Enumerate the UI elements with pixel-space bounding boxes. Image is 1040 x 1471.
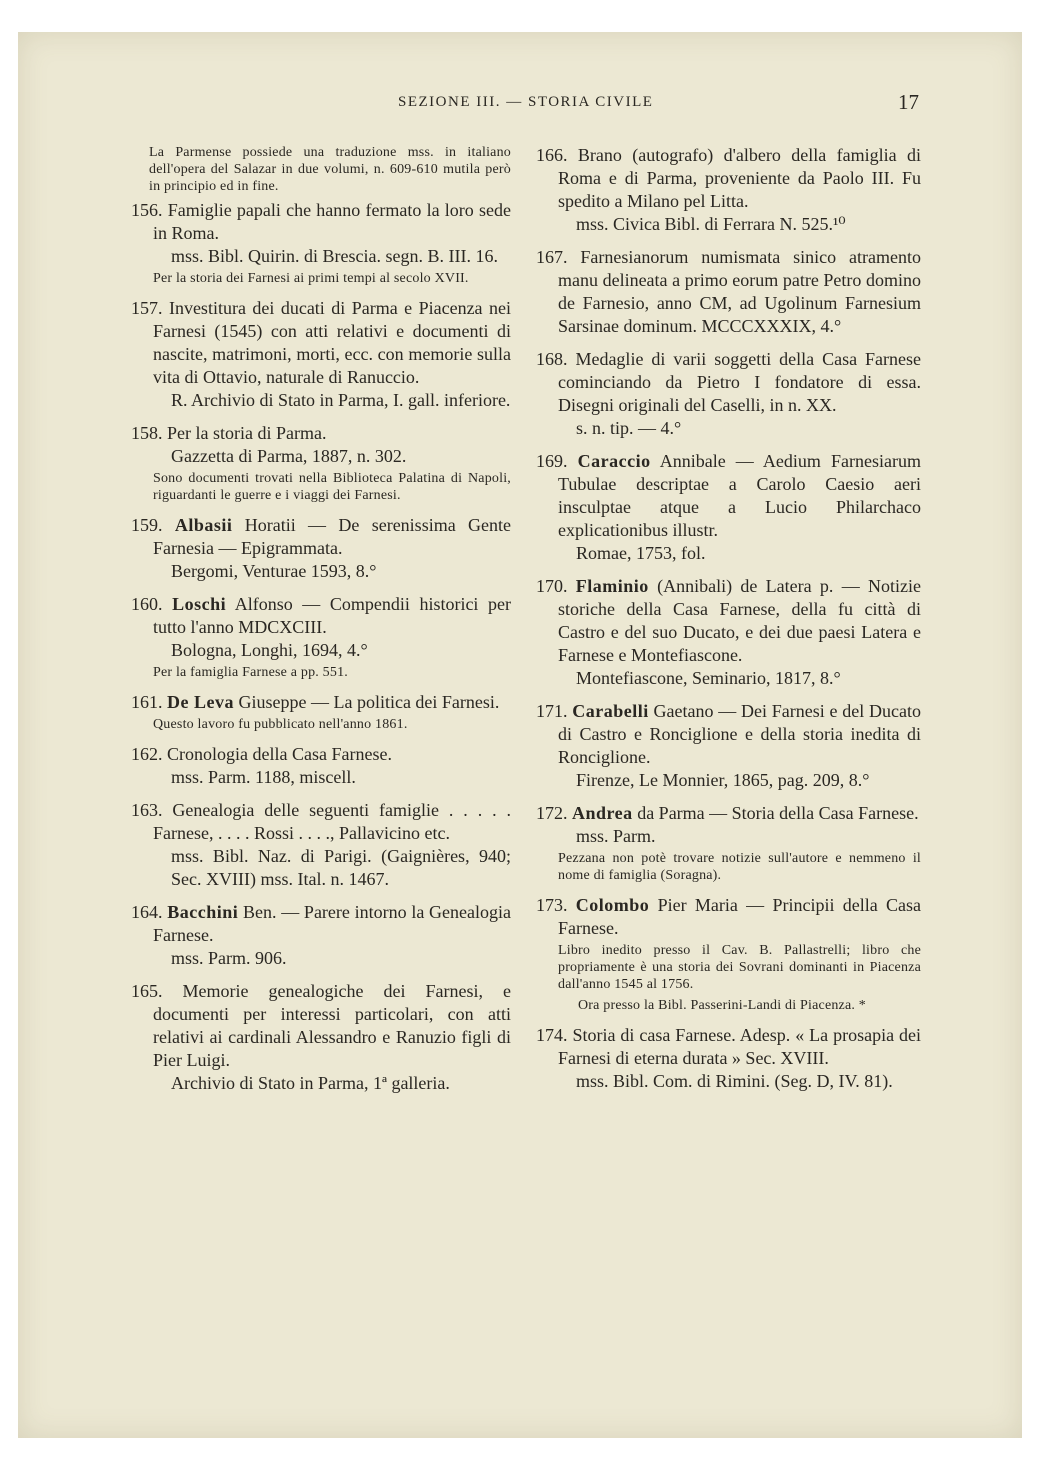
entry-title-line [536,575,921,667]
entry-title-line [536,348,921,417]
entry-text: Farnesianorum numismata sinico atramento manu delineata a primo eorum patre Petro domino de Farnesio, anno CM, ad Ugolinum Farnesium Sarsinae dominum. MCCCXXXIX, 4.° [558,247,922,336]
entry-number: 168. [536,349,568,369]
entry-source: Firenze, Le Monnier, 1865, pag. 209, 8.° [576,770,870,790]
entry-author: Colombo [575,895,650,915]
entry-author: Albasii [174,515,233,535]
catalog-entry [131,422,511,504]
entry-author: Flaminio [575,576,649,596]
entry-source: R. Archivio di Stato in Parma, I. gall. inferiore. [171,390,511,410]
entry-number: 169. [536,451,568,471]
catalog-entry [536,348,921,440]
catalog-entry [536,1024,921,1093]
catalog-entry [131,901,511,970]
entry-source: mss. Civica Bibl. di Ferrara N. 525.¹⁰ [576,214,846,234]
catalog-entry [131,199,511,287]
catalog-entry [131,743,511,789]
entry-text: Medaglie di varii soggetti della Casa Farnese cominciando da Pietro I fondatore di essa. Disegni originali del Caselli, in n. XX. [558,349,922,415]
entry-number: 174. [536,1025,568,1045]
entry-number: 167. [536,247,568,267]
entry-source: Romae, 1753, fol. [576,543,706,563]
entry-number: 164. [131,902,163,922]
entry-title-line [536,894,921,940]
entry-number: 170. [536,576,568,596]
entry-source: Montefiascone, Seminario, 1817, 8.° [576,668,841,688]
entry-source: Bologna, Longhi, 1694, 4.° [171,640,368,660]
entry-title-line [131,422,511,445]
entry-number: 171. [536,701,568,721]
catalog-entry [131,593,511,681]
entry-text: Giuseppe — La politica dei Farnesi. [238,692,500,712]
entry-text: da Parma — Storia della Casa Farnese. [637,803,919,823]
entry-source: mss. Bibl. Quirin. di Brescia. segn. B. III. 16. [171,246,498,266]
entry-source: mss. Parm. 1188, miscell. [171,767,356,787]
entry-source: mss. Bibl. Naz. di Parigi. (Gaignières, 940; Sec. XVIII) mss. Ital. n. 1467. [171,846,511,889]
entry-note: Sono documenti trovati nella Biblioteca Palatina di Napoli, riguardanti le guerre e i viaggi dei Farnesi. [153,471,511,503]
entry-title-line [536,144,921,213]
entry-title-line [131,799,511,845]
entry-source: s. n. tip. — 4.° [576,418,682,438]
entry-source: Archivio di Stato in Parma, 1ª galleria. [171,1073,450,1093]
catalog-entry [131,514,511,583]
entry-text: Memorie genealogiche dei Farnesi, e documenti per interessi particolari, con atti relativi ai cardinali Alessandro e Ranuzio figli di Pier Luigi. [153,981,512,1070]
entry-title-line [131,593,511,639]
entry-number: 173. [536,895,568,915]
catalog-entry [131,297,511,412]
entry-author: De Leva [167,692,234,712]
entry-title-line [131,901,511,947]
entry-title-line [536,450,921,542]
entry-note: Per la famiglia Farnese a pp. 551. [153,665,348,680]
entry-text: Investitura dei ducati di Parma e Piacenza nei Farnesi (1545) con atti relativi e documenti di nascite, matrimoni, morti, ecc. con memorie sulla vita di Ottavio, naturale di Ranuccio. [153,298,511,387]
entry-title-line [131,297,511,389]
entry-title-line [131,514,511,560]
entry-author: Carabelli [572,701,649,721]
entry-author: Loschi [172,594,227,614]
entry-text: Gaetano — Dei Farnesi e del Ducato di Castro e Ronciglione e della storia inedita di Ronciglione. [558,701,922,767]
entry-note: Questo lavoro fu pubblicato nell'anno 1861. [153,717,408,732]
entry-number: 162. [131,744,163,764]
entry-title-line [131,199,511,245]
entry-title-line [536,1024,921,1070]
entry-note: Libro inedito presso il Cav. B. Pallastrelli; libro che propriamente è una storia dei Sovrani dominanti in Piacenza dall'anno 1545 al 1756. [558,943,921,992]
entry-title-line [131,743,511,766]
entry-author: Andrea [572,803,633,823]
entry-source: mss. Bibl. Com. di Rimini. (Seg. D, IV. 81). [576,1071,893,1091]
entry-number: 172. [536,803,568,823]
catalog-entry [536,802,921,884]
catalog-entry [536,894,921,1014]
entry-number: 158. [131,423,163,443]
entry-title-line [131,691,511,714]
entry-source: Gazzetta di Parma, 1887, n. 302. [171,446,407,466]
entry-author: Caraccio [577,451,651,471]
entry-source: Bergomi, Venturae 1593, 8.° [171,561,377,581]
intro-note: La Parmense possiede una traduzione mss. in italiano dell'opera del Salazar in due volumi, n. 609-610 mutila però in principio ed in fine. [149,145,511,194]
entry-source: mss. Parm. [576,826,656,846]
entry-note: Per la storia dei Farnesi ai primi tempi al secolo XVII. [153,271,469,286]
entry-title-line [536,700,921,769]
entry-text: Famiglie papali che hanno fermato la loro sede in Roma. [153,200,511,243]
entry-title-line [131,980,511,1072]
catalog-entry [131,691,511,733]
page-header [18,90,1022,120]
entry-text: Horatii — De serenissima Gente Farnesia — Epigrammata. [153,515,512,558]
catalog-entry [131,799,511,891]
entry-text: Pier Maria — Principii della Casa Farnese. [558,895,922,938]
catalog-entry [536,575,921,690]
catalog-entry [536,144,921,236]
entry-text: Genealogia delle seguenti famiglie . . . . . Farnese, . . . . Rossi . . . ., Pallavicino etc. [153,800,512,843]
entry-title-line [536,802,921,825]
left-column [131,144,511,1105]
entry-title-line [536,246,921,338]
entry-number: 160. [131,594,163,614]
entry-text: Storia di casa Farnese. Adesp. « La prosapia dei Farnesi di eterna durata » Sec. XVIII. [558,1025,922,1068]
entry-source: mss. Parm. 906. [171,948,287,968]
right-entries [536,144,921,1093]
running-title: SEZIONE III. — STORIA CIVILE [398,94,654,110]
entry-number: 159. [131,515,163,535]
entry-text: Per la storia di Parma. [167,423,327,443]
entry-number: 166. [536,145,568,165]
catalog-entry [536,450,921,565]
entry-number: 165. [131,981,163,1001]
entry-text: Alfonso — Compendii historici per tutto l'anno MDCXCIII. [153,594,511,637]
entry-number: 163. [131,800,163,820]
entry-number: 156. [131,200,163,220]
catalog-entry [536,246,921,338]
entry-text: Annibale — Aedium Farnesiarum Tubulae descriptae a Carolo Caesio aeri insculptae atque a Lucio Philarchaco explicationibus illustr. [558,451,922,540]
document-page [18,32,1022,1438]
entry-text: Cronologia della Casa Farnese. [167,744,392,764]
entry-note: Ora presso la Bibl. Passerini-Landi di Piacenza. * [578,998,866,1013]
page-number: 17 [898,90,919,114]
catalog-entry [536,700,921,792]
entry-text: Brano (autografo) d'albero della famiglia di Roma e di Parma, proveniente da Paolo III. Fu spedito a Milano pel Litta. [558,145,922,211]
entry-note: Pezzana non potè trovare notizie sull'autore e nemmeno il nome di famiglia (Soragna). [558,851,921,883]
catalog-entry [131,980,511,1095]
entry-text: (Annibali) de Latera p. — Notizie storiche della Casa Farnese, della fu città di Castro e del suo Ducato, e dei due paesi Latera e Farnese e Montefiascone. [558,576,921,665]
entry-text: Ben. — Parere intorno la Genealogia Farnese. [153,902,512,945]
entry-number: 157. [131,298,163,318]
right-column [536,144,921,1103]
entry-number: 161. [131,692,163,712]
entry-author: Bacchini [167,902,239,922]
left-entries [131,199,511,1095]
